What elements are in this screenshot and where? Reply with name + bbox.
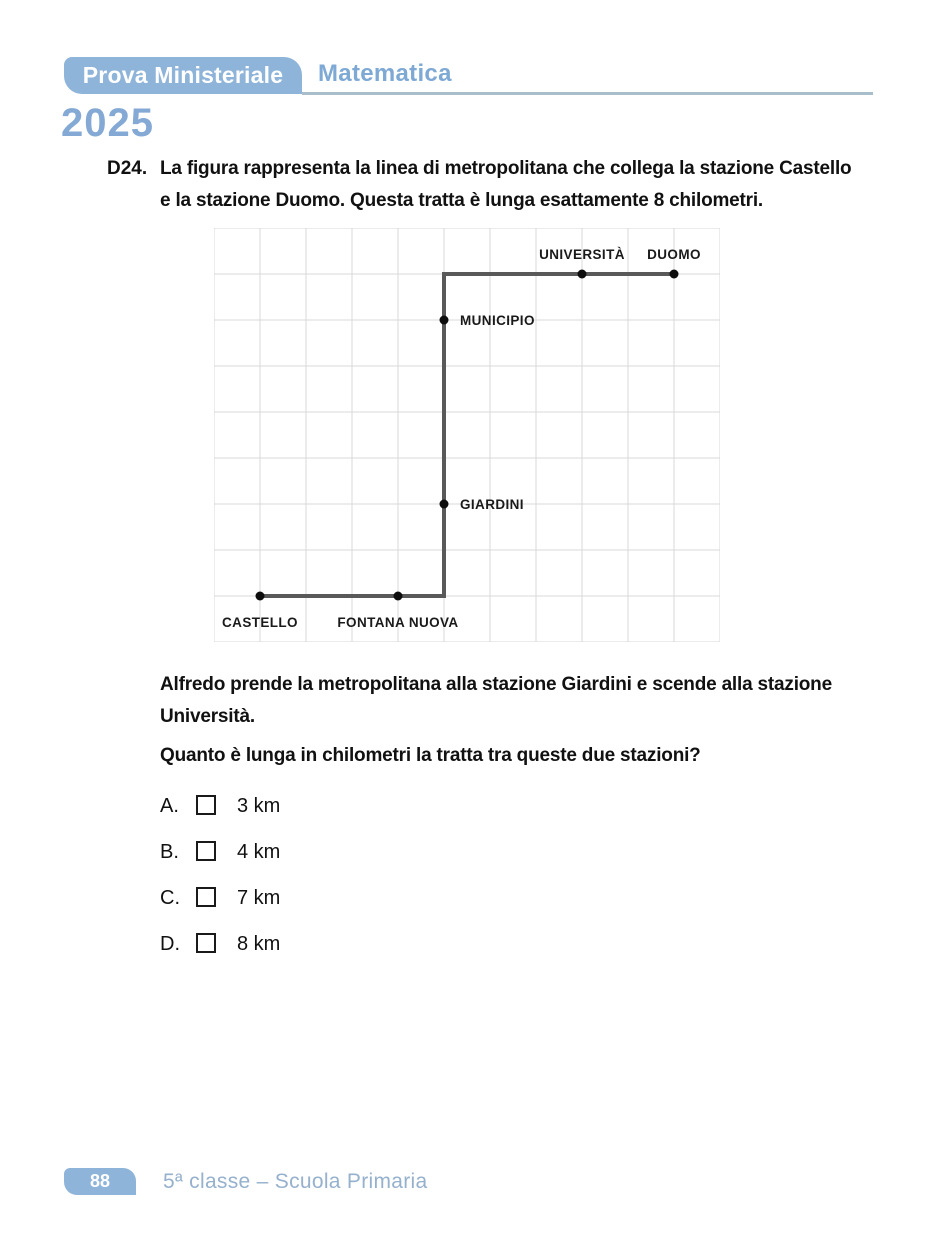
- question-body: [160, 669, 880, 733]
- answer-options: [160, 783, 280, 967]
- option-letter: B.: [160, 840, 179, 863]
- station-dot: [440, 500, 449, 509]
- station-dot: [256, 592, 265, 601]
- station-label: MUNICIPIO: [460, 313, 535, 328]
- station-dot: [670, 270, 679, 279]
- station-label: GIARDINI: [460, 497, 524, 512]
- option-row-b: [160, 829, 280, 875]
- question-body-line-1: Alfredo prende la metropolitana alla stazione Giardini e scende alla stazione: [160, 674, 832, 695]
- metro-map-figure: [214, 228, 720, 642]
- station-label: FONTANA NUOVA: [337, 615, 459, 630]
- station-dot: [394, 592, 403, 601]
- option-letter: C.: [160, 886, 180, 909]
- option-checkbox-b[interactable]: [196, 841, 216, 861]
- metro-map-svg: [214, 228, 720, 642]
- option-letter: A.: [160, 794, 179, 817]
- station-label: UNIVERSITÀ: [539, 247, 625, 262]
- footer-page-badge: [64, 1168, 136, 1195]
- question-prompt: Quanto è lunga in chilometri la tratta tra queste due stazioni?: [160, 745, 701, 766]
- option-value: 3 km: [237, 794, 281, 817]
- option-value: 8 km: [237, 932, 281, 955]
- subject-label: Matematica: [318, 60, 452, 87]
- header-tab: [64, 57, 302, 94]
- question-intro-line-2: e la stazione Duomo. Questa tratta è lunga esattamente 8 chilometri.: [160, 190, 764, 211]
- header-rule: [302, 92, 873, 95]
- option-value: 4 km: [237, 840, 281, 863]
- footer-page-number: 88: [89, 1171, 111, 1191]
- station-dot: [578, 270, 587, 279]
- station-dot: [440, 316, 449, 325]
- option-checkbox-d[interactable]: [196, 933, 216, 953]
- year-label: 2025: [61, 101, 154, 145]
- option-checkbox-c[interactable]: [196, 887, 216, 907]
- question-number: D24.: [107, 158, 148, 179]
- station-label: CASTELLO: [222, 615, 298, 630]
- option-row-c: [160, 875, 280, 921]
- question-intro: [160, 153, 880, 217]
- option-row-a: [160, 783, 280, 829]
- question-body-line-2: Università.: [160, 706, 255, 727]
- header-tab-label: Prova Ministeriale: [82, 62, 284, 88]
- option-row-d: [160, 921, 280, 967]
- option-checkbox-a[interactable]: [196, 795, 216, 815]
- question-intro-line-1: La figura rappresenta la linea di metropolitana che collega la stazione Castello: [160, 158, 852, 179]
- footer-label: 5ª classe – Scuola Primaria: [163, 1170, 428, 1193]
- option-value: 7 km: [237, 886, 281, 909]
- station-label: DUOMO: [647, 247, 701, 262]
- option-letter: D.: [160, 932, 180, 955]
